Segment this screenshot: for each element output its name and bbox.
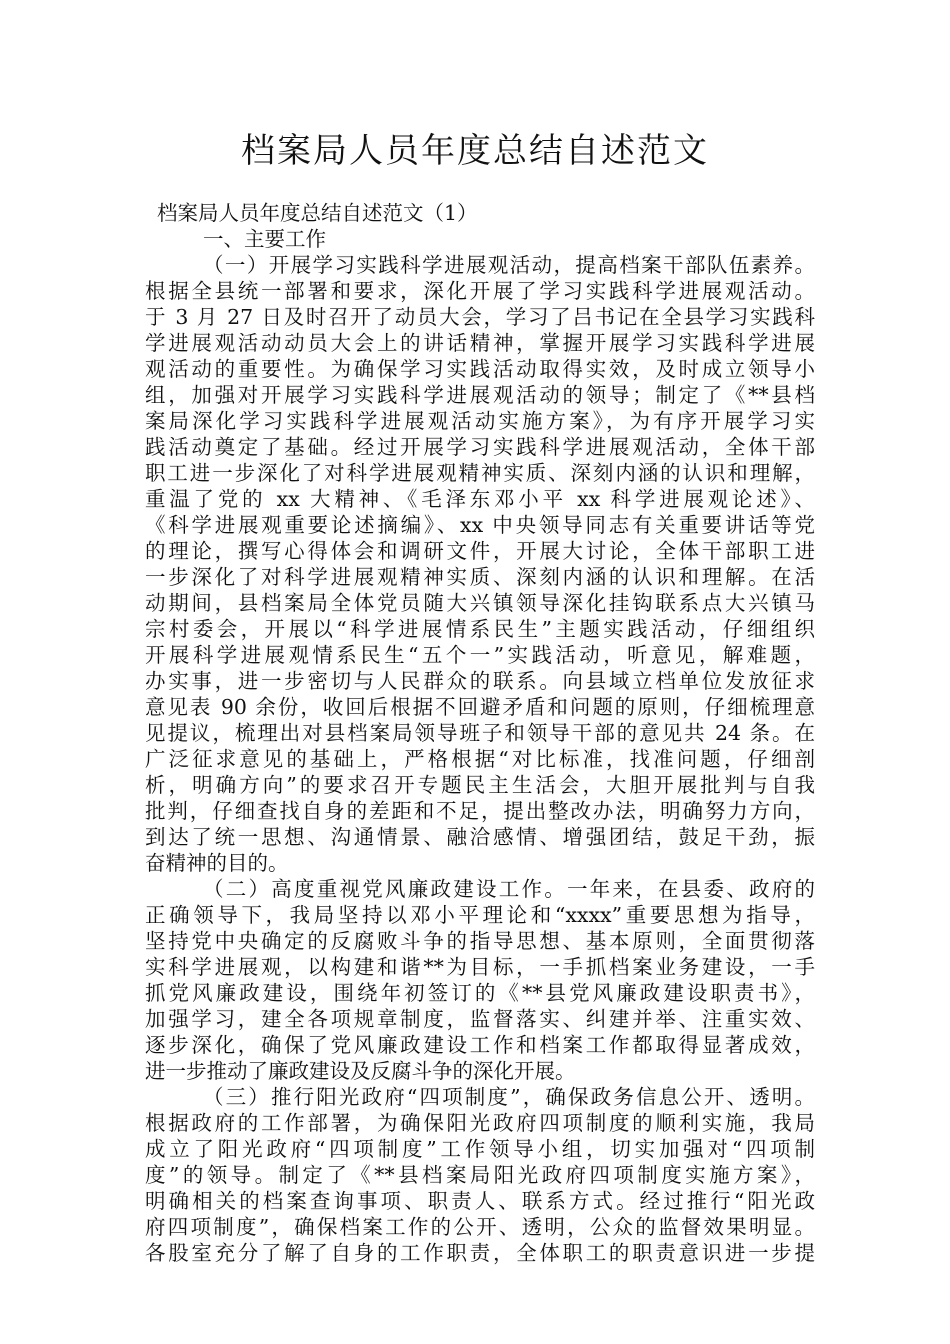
paragraph-line: 府四项制度”，确保档案工作的公开、透明，公众的监督效果明显。 <box>145 1215 815 1239</box>
paragraph-line: 各股室充分了解了自身的工作职责，全体职工的职责意识进一步提 <box>145 1241 815 1265</box>
paragraph-line: 践活动奠定了基础。经过开展学习实践科学进展观活动，全体干部 <box>145 435 815 459</box>
paragraph-line: 加强学习，建全各项规章制度，监督落实、纠建并举、注重实效、 <box>145 1007 815 1031</box>
document-title: 档案局人员年度总结自述范文 <box>241 131 709 171</box>
paragraph-line: 见提议，梳理出对县档案局领导班子和领导干部的意见共 24 条。在 <box>145 721 815 745</box>
paragraph-line: （二）高度重视党风廉政建设工作。一年来，在县委、政府的 <box>203 877 815 901</box>
paragraph-line: 观活动的重要性。为确保学习实践活动取得实效，及时成立领导小 <box>145 357 815 381</box>
paragraph-line: 重温了党的 xx 大精神、《毛泽东邓小平 xx 科学进展观论述》、 <box>145 487 815 511</box>
paragraph-line: 办实事，进一步密切与人民群众的联系。向县域立档单位发放征求 <box>145 669 815 693</box>
paragraph-line: 根据政府的工作部署，为确保阳光政府四项制度的顺利实施，我局 <box>145 1111 815 1135</box>
section-heading: 档案局人员年度总结自述范文（1） <box>157 201 478 225</box>
paragraph-line: 奋精神的目的。 <box>145 851 289 875</box>
paragraph-line: 抓党风廉政建设，围绕年初签订的《**县党风廉政建设职责书》， <box>145 981 815 1005</box>
paragraph-line: 宗村委会，开展以“科学进展情系民生”主题实践活动，仔细组织 <box>145 617 815 641</box>
paragraph-line: 意见表 90 余份，收回后根据不回避矛盾和问题的原则，仔细梳理意 <box>145 695 815 719</box>
document-body <box>145 200 815 1266</box>
paragraph-line: 进一步推动了廉政建设及反腐斗争的深化开展。 <box>145 1059 576 1083</box>
paragraph-line: （一）开展学习实践科学进展观活动，提高档案干部队伍素养。 <box>203 253 815 277</box>
paragraph-line: 析，明确方向”的要求召开专题民主生活会，大胆开展批判与自我 <box>145 773 815 797</box>
section-heading: 一、主要工作 <box>203 227 326 251</box>
paragraph-line: 学进展观活动动员大会上的讲话精神，掌握开展学习实践科学进展 <box>145 331 815 355</box>
paragraph-line: 案局深化学习实践科学进展观活动实施方案》，为有序开展学习实 <box>145 409 815 433</box>
paragraph-line: 坚持党中央确定的反腐败斗争的指导思想、基本原则，全面贯彻落 <box>145 929 815 953</box>
paragraph-line: 明确相关的档案查询事项、职责人、联系方式。经过推行“阳光政 <box>145 1189 815 1213</box>
paragraph-line: 职工进一步深化了对科学进展观精神实质、深刻内涵的认识和理解， <box>145 461 815 485</box>
paragraph-line: （三）推行阳光政府“四项制度”，确保政务信息公开、透明。 <box>203 1085 815 1109</box>
paragraph-line: 的理论，撰写心得体会和调研文件，开展大讨论，全体干部职工进 <box>145 539 815 563</box>
paragraph-line: 《科学进展观重要论述摘编》、xx 中央领导同志有关重要讲话等党 <box>145 513 815 537</box>
paragraph-line: 成立了阳光政府“四项制度”工作领导小组，切实加强对“四项制 <box>145 1137 815 1161</box>
paragraph-line: 开展科学进展观情系民生“五个一”实践活动，听意见，解难题， <box>145 643 815 667</box>
paragraph-line: 动期间，县档案局全体党员随大兴镇领导深化挂钩联系点大兴镇马 <box>145 591 815 615</box>
paragraph-line: 度”的领导。制定了《**县档案局阳光政府四项制度实施方案》， <box>145 1163 815 1187</box>
paragraph-line: 批判，仔细查找自身的差距和不足，提出整改办法，明确努力方向， <box>145 799 815 823</box>
paragraph-line: 正确领导下，我局坚持以邓小平理论和“xxxx”重要思想为指导， <box>145 903 815 927</box>
paragraph-line: 组，加强对开展学习实践科学进展观活动的领导；制定了《**县档 <box>145 383 815 407</box>
paragraph-line: 逐步深化，确保了党风廉政建设工作和档案工作都取得显著成效， <box>145 1033 815 1057</box>
paragraph-line: 一步深化了对科学进展观精神实质、深刻内涵的认识和理解。在活 <box>145 565 815 589</box>
paragraph-line: 于 3 月 27 日及时召开了动员大会，学习了吕书记在全县学习实践科 <box>145 305 815 329</box>
paragraph-line: 广泛征求意见的基础上，严格根据“对比标准，找准问题，仔细剖 <box>145 747 815 771</box>
paragraph-line: 根据全县统一部署和要求，深化开展了学习实践科学进展观活动。 <box>145 279 815 303</box>
paragraph-line: 到达了统一思想、沟通情景、融洽感情、增强团结，鼓足干劲，振 <box>145 825 815 849</box>
paragraph-line: 实科学进展观，以构建和谐**为目标，一手抓档案业务建设，一手 <box>145 955 815 979</box>
